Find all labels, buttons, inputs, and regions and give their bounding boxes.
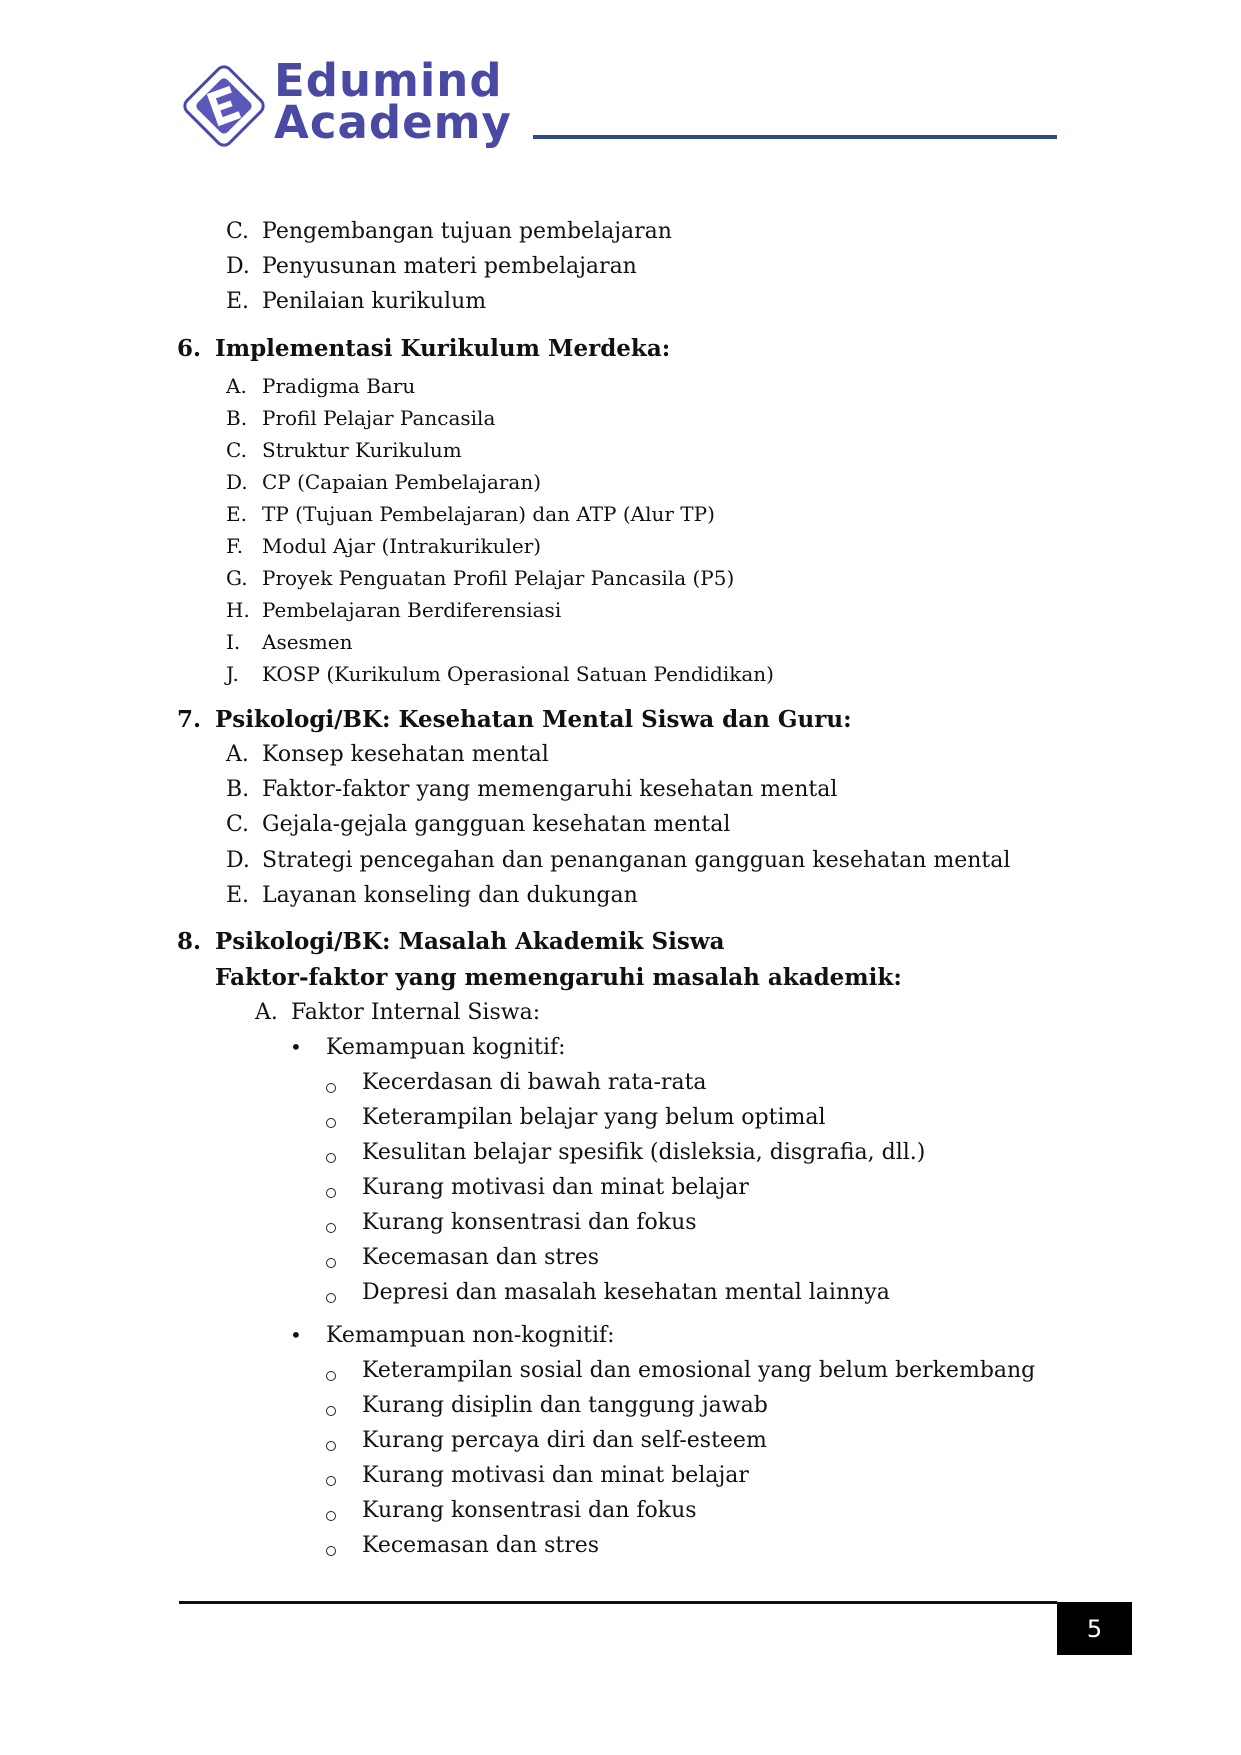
list-text: Penyusunan materi pembelajaran [262, 254, 637, 279]
header-rule [533, 135, 1057, 139]
list-letter: I. [226, 630, 241, 654]
circle-bullet-icon [326, 1293, 336, 1303]
subtitle-text: Faktor-faktor yang memengaruhi masalah akademik: [215, 964, 902, 991]
sub-bullet-text: Keterampilan belajar yang belum optimal [362, 1105, 826, 1130]
section-title: Implementasi Kurikulum Merdeka: [215, 335, 671, 362]
list-text: TP (Tujuan Pembelajaran) dan ATP (Alur TP) [262, 502, 715, 526]
section-number: 8. [177, 928, 202, 955]
list-text: KOSP (Kurikulum Operasional Satuan Pendidikan) [262, 662, 774, 686]
brand-name [274, 54, 512, 149]
circle-bullet-icon [326, 1441, 336, 1451]
sub-bullet-text: Kurang konsentrasi dan fokus [362, 1210, 697, 1235]
list-text: Profil Pelajar Pancasila [262, 406, 496, 430]
circle-bullet-icon [326, 1258, 336, 1268]
list-letter: B. [226, 777, 250, 802]
footer-rule [179, 1601, 1057, 1604]
list-text: Strategi pencegahan dan penanganan gangguan kesehatan mental [262, 848, 1011, 873]
list-text: Pradigma Baru [262, 374, 416, 398]
list-letter: G. [226, 566, 248, 590]
list-letter: B. [226, 406, 248, 430]
list-letter: A. [226, 374, 247, 398]
list-letter: E. [226, 289, 250, 314]
list-text: CP (Capaian Pembelajaran) [262, 470, 542, 494]
bullet-icon: • [290, 1035, 302, 1059]
edumind-logo-icon [176, 58, 272, 154]
list-letter: E. [226, 883, 250, 908]
section-title: Psikologi/BK: Kesehatan Mental Siswa dan Guru: [215, 706, 852, 733]
list-letter: D. [226, 254, 250, 279]
circle-bullet-icon [326, 1188, 336, 1198]
list-text: Layanan konseling dan dukungan [262, 883, 638, 908]
circle-bullet-icon [326, 1083, 336, 1093]
brand-line-1: Edumind [274, 54, 503, 107]
list-text: Proyek Penguatan Profil Pelajar Pancasila (P5) [262, 566, 735, 590]
circle-bullet-icon [326, 1153, 336, 1163]
list-letter: J. [226, 662, 239, 686]
circle-bullet-icon [326, 1223, 336, 1233]
list-letter: H. [226, 598, 250, 622]
list-letter: D. [226, 848, 250, 873]
sub-bullet-text: Kesulitan belajar spesifik (disleksia, disgrafia, dll.) [362, 1140, 926, 1165]
sub-bullet-text: Kurang konsentrasi dan fokus [362, 1498, 697, 1523]
sub-bullet-text: Kecerdasan di bawah rata-rata [362, 1070, 707, 1095]
brand-line-2: Academy [274, 95, 512, 149]
list-letter: C. [226, 812, 250, 837]
circle-bullet-icon [326, 1476, 336, 1486]
sub-bullet-text: Kurang motivasi dan minat belajar [362, 1175, 749, 1200]
sub-bullet-text: Keterampilan sosial dan emosional yang belum berkembang [362, 1358, 1036, 1383]
section-number: 6. [177, 335, 202, 362]
list-text: Faktor-faktor yang memengaruhi kesehatan mental [262, 777, 838, 802]
list-letter: E. [226, 502, 247, 526]
list-letter: D. [226, 470, 248, 494]
list-text: Pengembangan tujuan pembelajaran [262, 219, 672, 244]
circle-bullet-icon [326, 1371, 336, 1381]
list-text: Penilaian kurikulum [262, 289, 487, 314]
sub-bullet-text: Depresi dan masalah kesehatan mental lainnya [362, 1280, 890, 1305]
list-text: Gejala-gejala gangguan kesehatan mental [262, 812, 731, 837]
circle-bullet-icon [326, 1406, 336, 1416]
bullet-text: Kemampuan kognitif: [326, 1035, 566, 1060]
list-text: Faktor Internal Siswa: [291, 1000, 541, 1025]
list-text: Modul Ajar (Intrakurikuler) [262, 534, 542, 558]
section-number: 7. [177, 706, 202, 733]
circle-bullet-icon [326, 1511, 336, 1521]
list-text: Asesmen [262, 630, 353, 654]
page-number: 5 [1057, 1602, 1132, 1655]
sub-bullet-text: Kurang disiplin dan tanggung jawab [362, 1393, 768, 1418]
list-text: Konsep kesehatan mental [262, 742, 549, 767]
bullet-icon: • [290, 1323, 302, 1347]
sub-bullet-text: Kecemasan dan stres [362, 1245, 600, 1270]
sub-bullet-text: Kurang motivasi dan minat belajar [362, 1463, 749, 1488]
bullet-text: Kemampuan non-kognitif: [326, 1323, 615, 1348]
circle-bullet-icon [326, 1118, 336, 1128]
section-title: Psikologi/BK: Masalah Akademik Siswa [215, 928, 725, 955]
sub-bullet-text: Kecemasan dan stres [362, 1533, 600, 1558]
list-letter: A. [226, 742, 249, 767]
list-text: Pembelajaran Berdiferensiasi [262, 598, 562, 622]
list-letter: A. [255, 1000, 278, 1025]
list-letter: F. [226, 534, 244, 558]
list-letter: C. [226, 219, 250, 244]
list-letter: C. [226, 438, 247, 462]
list-text: Struktur Kurikulum [262, 438, 462, 462]
sub-bullet-text: Kurang percaya diri dan self-esteem [362, 1428, 767, 1453]
circle-bullet-icon [326, 1546, 336, 1556]
